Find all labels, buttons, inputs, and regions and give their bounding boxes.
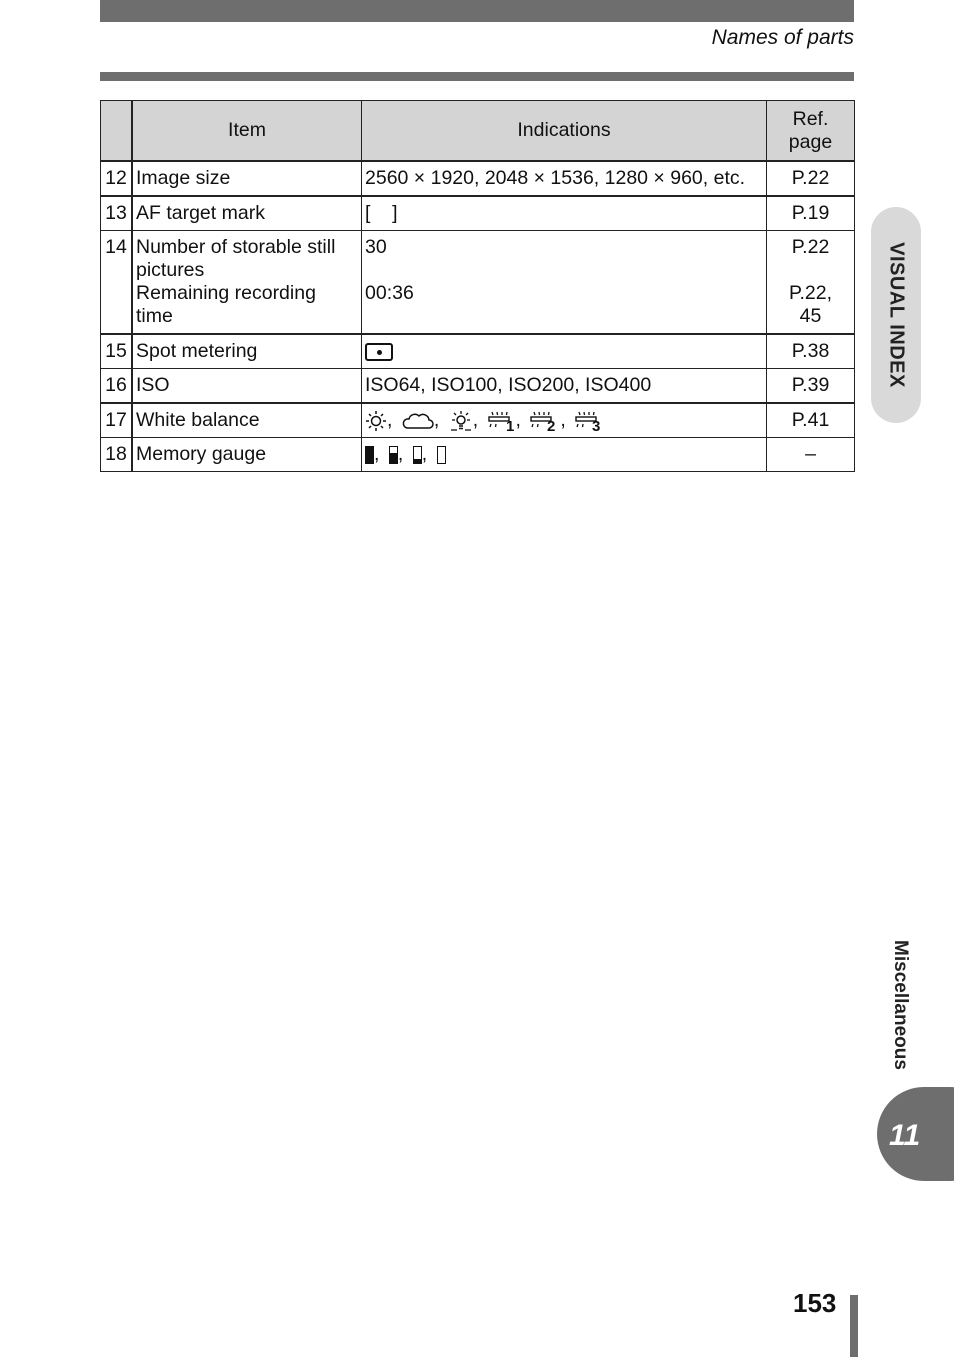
chapter-tab	[877, 1087, 954, 1181]
table-row	[101, 196, 855, 231]
row-ref	[767, 231, 855, 335]
row-indications: [ ]	[362, 196, 767, 231]
parts-table	[100, 100, 855, 472]
row-item: Spot metering	[132, 334, 362, 369]
row-item: White balance	[132, 403, 362, 438]
row-number: 14	[101, 231, 133, 335]
svg-text:2: 2	[547, 417, 556, 432]
row-number: 12	[101, 161, 133, 196]
row-indications	[362, 334, 767, 369]
row-number: 16	[101, 369, 133, 404]
svg-text:1: 1	[505, 417, 514, 432]
chapter-number: 11	[889, 1119, 921, 1152]
item-line: time	[136, 305, 173, 327]
row-ref: –	[767, 438, 855, 472]
item-line: Remaining recording	[136, 282, 316, 304]
row-indications: , , , 1 , 2 , 3	[362, 403, 767, 438]
fluorescent-1-icon	[488, 410, 516, 432]
header-bar	[100, 0, 854, 22]
header-ref-page: Ref. page	[767, 101, 855, 162]
memory-high-icon	[389, 446, 398, 464]
row-number: 13	[101, 196, 133, 231]
table-row	[101, 334, 855, 369]
tungsten-icon	[449, 410, 473, 432]
indication-line: 30	[365, 236, 387, 258]
indication-line: 00:36	[365, 282, 414, 304]
row-item	[132, 231, 362, 335]
row-indications: , , ,	[362, 438, 767, 472]
header-separator	[100, 72, 854, 81]
memory-full-icon	[365, 446, 374, 464]
miscellaneous-label: Miscellaneous	[890, 940, 911, 1070]
row-ref: P.39	[767, 369, 855, 404]
header-num-cell	[101, 101, 133, 162]
row-item: AF target mark	[132, 196, 362, 231]
item-line: Number of storable still	[136, 236, 336, 258]
ref-line: P.22	[791, 236, 830, 258]
row-item: Memory gauge	[132, 438, 362, 472]
row-item: Image size	[132, 161, 362, 196]
row-ref: P.38	[767, 334, 855, 369]
row-ref: P.19	[767, 196, 855, 231]
row-item: ISO	[132, 369, 362, 404]
svg-text:3: 3	[592, 417, 601, 432]
sunny-icon	[365, 410, 387, 432]
row-number: 18	[101, 438, 133, 472]
row-ref: P.41	[767, 403, 855, 438]
table-row	[101, 438, 855, 472]
row-number: 17	[101, 403, 133, 438]
item-line: pictures	[136, 259, 205, 281]
table-row	[101, 161, 855, 196]
page-number: 153	[793, 1288, 837, 1318]
table-row	[101, 231, 855, 335]
row-ref: P.22	[767, 161, 855, 196]
fluorescent-2-icon	[530, 410, 560, 432]
table-row	[101, 369, 855, 404]
memory-empty-icon	[437, 446, 446, 464]
visual-index-tab	[871, 207, 921, 423]
table-row	[101, 403, 855, 438]
row-indications: 2560 × 1920, 2048 × 1536, 1280 × 960, etc.	[362, 161, 767, 196]
ref-line: P.22,	[788, 282, 833, 304]
row-indications	[362, 231, 767, 335]
header-indications: Indications	[362, 101, 767, 162]
memory-low-icon	[413, 446, 422, 464]
spot-metering-icon	[365, 343, 393, 361]
fluorescent-3-icon	[575, 410, 605, 432]
table-header-row	[101, 101, 855, 162]
header-item: Item	[132, 101, 362, 162]
section-title: Names of parts	[711, 26, 854, 49]
page-number-bar	[850, 1295, 858, 1357]
row-indications: ISO64, ISO100, ISO200, ISO400	[362, 369, 767, 404]
visual-index-label: VISUAL INDEX	[885, 242, 908, 388]
ref-line: 45	[799, 305, 822, 327]
cloudy-icon	[402, 411, 434, 431]
row-number: 15	[101, 334, 133, 369]
